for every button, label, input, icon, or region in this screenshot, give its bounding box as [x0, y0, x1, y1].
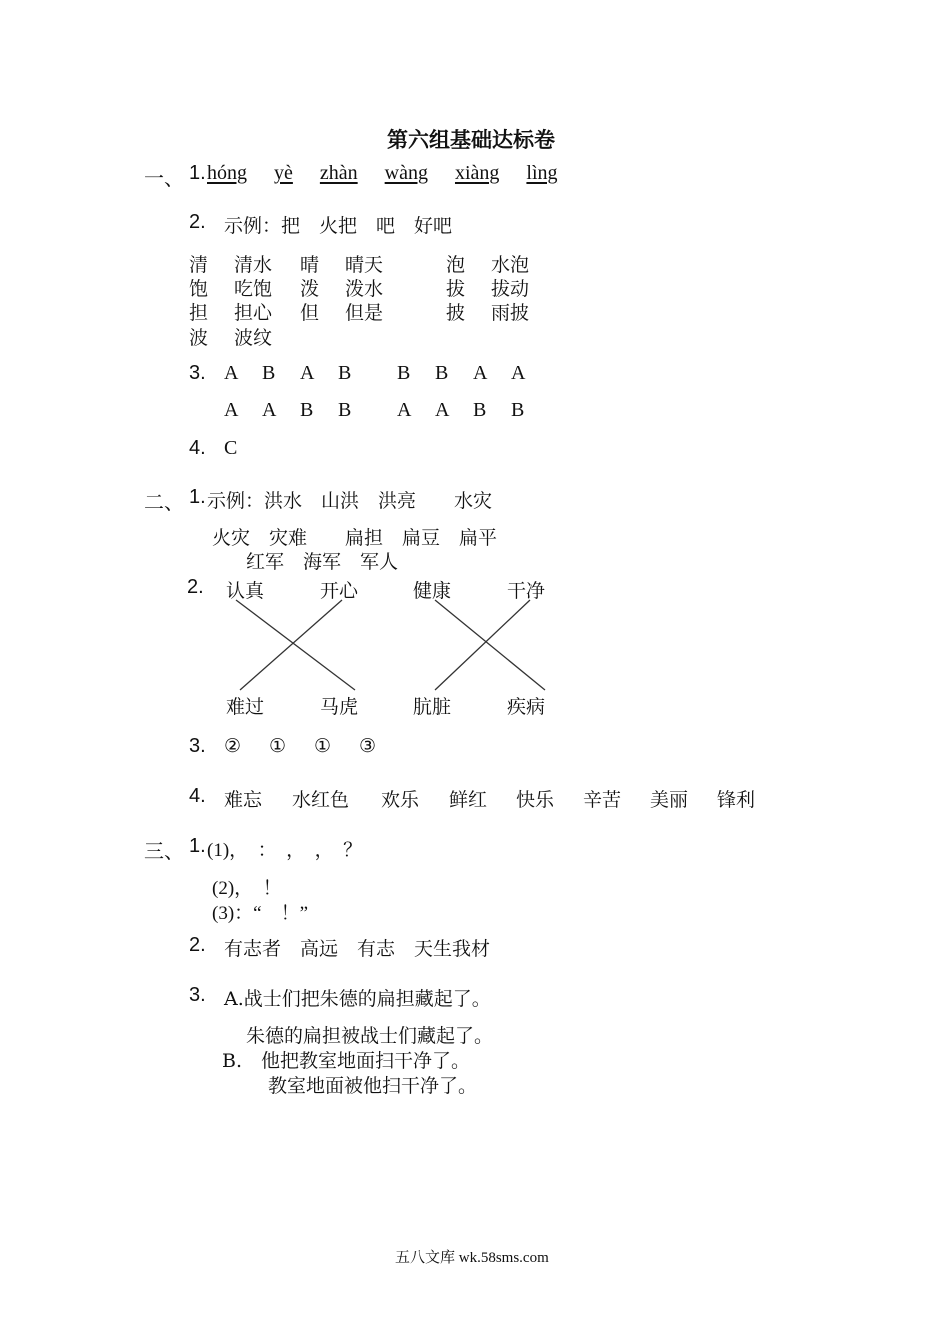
- match-top-word: 干净: [507, 580, 546, 602]
- match-line: [435, 600, 530, 690]
- s3-q2-words: 有志者 高远 有志 天生我材: [224, 938, 491, 960]
- match-bottom-word: 马虎: [320, 696, 359, 718]
- pinyin-answer: yè: [274, 162, 293, 184]
- s2-q3-answers: [224, 735, 384, 757]
- word: 但: [300, 302, 320, 324]
- word: 水红色: [292, 789, 350, 811]
- circled-answer: ①: [269, 735, 287, 757]
- word: 但是: [345, 302, 384, 324]
- pinyin-answer: wàng: [384, 162, 428, 184]
- s3-q3-b2: 教室地面被他扫干净了。: [268, 1075, 478, 1097]
- choice: B: [435, 362, 449, 384]
- page-title: 第六组基础达标卷: [387, 127, 555, 152]
- match-top-word: 健康: [413, 580, 452, 602]
- match-line: [240, 600, 342, 690]
- s1-q2-number: 2.: [189, 211, 206, 233]
- match-bottom-word: 疾病: [507, 696, 546, 718]
- word: 晴天: [345, 254, 384, 276]
- word: 波纹: [234, 327, 273, 349]
- word: 饱: [189, 278, 209, 300]
- choice: A: [262, 399, 277, 421]
- choice: B: [397, 362, 411, 384]
- match-bottom-word: 肮脏: [413, 696, 452, 718]
- word: 水泡: [491, 254, 530, 276]
- word: 美丽: [650, 789, 689, 811]
- s1-q4-answer: C: [224, 437, 238, 459]
- s3-q3-a2: 朱德的扁担被战士们藏起了。: [246, 1025, 494, 1047]
- choice: B: [473, 399, 487, 421]
- choice: A: [300, 362, 315, 384]
- word: 清: [189, 254, 209, 276]
- match-bottom-word: 难过: [226, 696, 265, 718]
- choice: A: [224, 362, 239, 384]
- s1-q1-number: 1.: [189, 162, 206, 184]
- s3-q3-a1: A.战士们把朱德的扁担藏起了。: [224, 988, 491, 1010]
- word: 锋利: [717, 789, 756, 811]
- s1-q3-number: 3.: [189, 362, 206, 384]
- word: 泼水: [345, 278, 384, 300]
- s2-q2-number: 2.: [187, 576, 204, 598]
- match-line: [236, 600, 355, 690]
- circled-answer: ②: [224, 735, 242, 757]
- s3-q1-number: 1.: [189, 835, 206, 857]
- s3-q3-b1: B. 他把教室地面扫干净了。: [222, 1050, 471, 1072]
- word: 快乐: [516, 789, 555, 811]
- word: 泡: [446, 254, 466, 276]
- choice: A: [397, 399, 412, 421]
- pinyin-answer: xiàng: [454, 162, 500, 184]
- word: 担: [189, 302, 209, 324]
- section-1-label: 一、: [144, 166, 184, 190]
- choice: B: [338, 399, 352, 421]
- choice: A: [511, 362, 526, 384]
- s3-q1-part3: (3)：“ ！”: [212, 903, 309, 924]
- section-3-label: 三、: [144, 839, 184, 863]
- section-2-label: 二、: [144, 490, 184, 514]
- word: 欢乐: [381, 789, 420, 811]
- word: 披: [446, 302, 466, 324]
- choice: A: [435, 399, 450, 421]
- footer-watermark: 五八文库 wk.58sms.com: [395, 1250, 549, 1266]
- s3-q3-number: 3.: [189, 984, 206, 1006]
- choice: B: [511, 399, 525, 421]
- word: 吃饱: [234, 278, 273, 300]
- word: 辛苦: [583, 789, 622, 811]
- pinyin-answer: hóng: [207, 162, 247, 184]
- word: 鲜红: [449, 789, 488, 811]
- s2-q3-number: 3.: [189, 735, 206, 757]
- word: 拔动: [491, 278, 530, 300]
- circled-answer: ①: [314, 735, 332, 757]
- s2-q4-words: [224, 785, 762, 812]
- s2-q1-number: 1.: [189, 486, 206, 508]
- word: 波: [189, 327, 209, 349]
- match-top-word: 开心: [320, 580, 359, 602]
- s2-q1-line1: 示例：洪水 山洪 洪亮 水灾: [207, 490, 493, 512]
- choice: B: [300, 399, 314, 421]
- s1-q4-number: 4.: [189, 437, 206, 459]
- circled-answer: ③: [359, 735, 377, 757]
- pinyin-answer: lìng: [526, 162, 558, 184]
- choice: B: [262, 362, 276, 384]
- match-top-word: 认真: [226, 580, 265, 602]
- word: 雨披: [491, 302, 530, 324]
- choice: B: [338, 362, 352, 384]
- word: 担心: [234, 302, 273, 324]
- s3-q1-part1: (1)， ： ， ， ？: [207, 840, 363, 861]
- s3-q1-part2: (2)， ！: [212, 878, 282, 899]
- word: 清水: [234, 254, 273, 276]
- word: 晴: [300, 254, 320, 276]
- choice: A: [224, 399, 239, 421]
- s2-q1-line2: 火灾 灾难 扁担 扁豆 扁平: [212, 527, 498, 549]
- match-line: [435, 600, 545, 690]
- s2-q1-line3: 红军 海军 军人: [246, 551, 399, 573]
- pinyin-answer: zhàn: [319, 162, 358, 184]
- s2-q4-number: 4.: [189, 785, 206, 807]
- word: 拔: [446, 278, 466, 300]
- s3-q2-number: 2.: [189, 934, 206, 956]
- choice: A: [473, 362, 488, 384]
- word: 难忘: [224, 789, 263, 811]
- word: 泼: [300, 278, 320, 300]
- s1-q2-example: 示例：把 火把 吧 好吧: [224, 215, 453, 237]
